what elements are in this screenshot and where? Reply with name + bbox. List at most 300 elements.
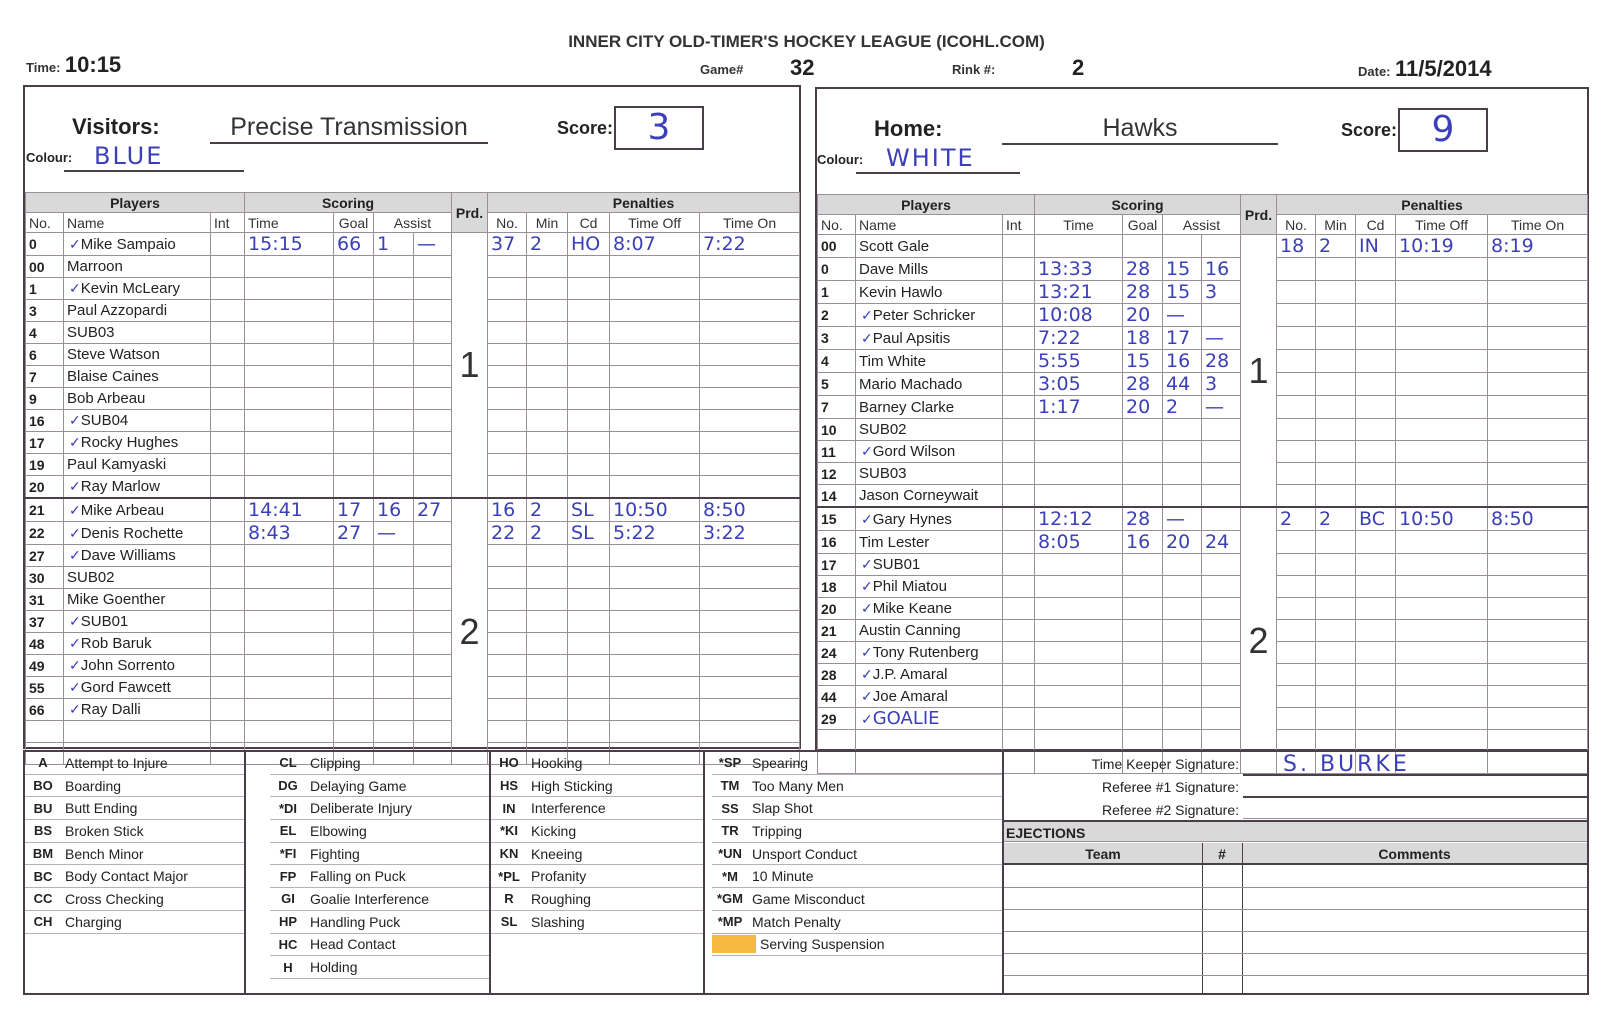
player-row xyxy=(818,485,1588,508)
penalty-minutes xyxy=(1316,730,1356,752)
player-int-cell xyxy=(1003,281,1035,304)
penalty-description: Bench Minor xyxy=(65,845,144,862)
assist-1: — xyxy=(374,522,414,545)
assist-2: 24 xyxy=(1202,531,1241,554)
goal-time xyxy=(1035,485,1123,508)
player-name-text: Mike Goenther xyxy=(67,591,166,608)
assist-1: 15 xyxy=(1163,258,1202,281)
goal-scorer xyxy=(1123,730,1163,752)
home-col-assist: Assist xyxy=(1163,215,1241,235)
player-row xyxy=(818,576,1588,598)
penalty-code xyxy=(568,388,610,410)
player-number xyxy=(818,730,856,752)
goal-time xyxy=(1035,730,1123,752)
assist-1 xyxy=(1163,554,1202,576)
player-name xyxy=(856,463,1003,485)
assist-1: — xyxy=(1163,304,1202,327)
legend-column-4 xyxy=(712,752,1002,956)
player-int-cell xyxy=(211,699,245,721)
penalty-description: Handling Puck xyxy=(310,913,401,930)
ejections-row-line xyxy=(1004,953,1587,954)
player-number: 29 xyxy=(818,708,856,730)
penalty-description: Broken Stick xyxy=(65,822,144,839)
player-row xyxy=(26,522,800,545)
col-int: Int xyxy=(211,213,245,233)
home-penalties-group-header: Penalties xyxy=(1277,195,1588,215)
penalty-minutes xyxy=(527,432,568,454)
penalty-code-abbrev: *FI xyxy=(279,846,297,862)
penalty-time-on xyxy=(1488,598,1588,620)
assist-2 xyxy=(414,545,452,567)
player-number: 4 xyxy=(26,322,64,344)
player-number: 28 xyxy=(818,664,856,686)
goal-scorer: 27 xyxy=(334,522,374,545)
assist-2 xyxy=(1202,576,1241,598)
goal-time: 3:05 xyxy=(1035,373,1123,396)
goal-time xyxy=(245,611,334,633)
goal-time xyxy=(245,677,334,699)
penalty-minutes xyxy=(1316,281,1356,304)
assist-1 xyxy=(374,699,414,721)
goal-scorer xyxy=(334,432,374,454)
player-row xyxy=(26,677,800,699)
player-name-text: Denis Rochette xyxy=(80,524,184,542)
assist-2: 16 xyxy=(1202,258,1241,281)
penalty-description: Delaying Game xyxy=(310,777,407,794)
game-value: 32 xyxy=(790,55,815,80)
player-row xyxy=(818,598,1588,620)
player-name xyxy=(64,633,211,655)
player-name-text: Gord Fawcett xyxy=(80,679,171,696)
penalty-time-on xyxy=(700,476,800,499)
player-name xyxy=(856,664,1003,686)
player-name-text: Steve Watson xyxy=(67,346,160,363)
assist-1 xyxy=(374,721,414,743)
assist-1: 1 xyxy=(374,233,414,256)
ejections-number-header: # xyxy=(1218,846,1226,862)
assist-2 xyxy=(1202,664,1241,686)
penalty-time-off xyxy=(610,432,700,454)
goal-time: 5:55 xyxy=(1035,350,1123,373)
assist-1 xyxy=(1163,576,1202,598)
assist-2 xyxy=(414,388,452,410)
goal-time xyxy=(245,476,334,499)
checkmark-icon: ✓ xyxy=(69,657,81,673)
penalty-time-on xyxy=(700,344,800,366)
penalty-description: Charging xyxy=(65,913,122,930)
player-name xyxy=(64,410,211,432)
goal-scorer xyxy=(334,300,374,322)
player-number: 55 xyxy=(26,677,64,699)
player-name xyxy=(856,730,1003,752)
goal-time xyxy=(245,655,334,677)
penalty-code-abbrev: SS xyxy=(721,800,739,816)
goal-time xyxy=(1035,686,1123,708)
player-row xyxy=(818,620,1588,642)
player-name xyxy=(64,454,211,476)
penalty-code-abbrev: *SP xyxy=(718,755,742,771)
player-name-text: Phil Miatou xyxy=(872,578,947,595)
penalty-player-no xyxy=(488,256,527,278)
scoring-group-header: Scoring xyxy=(245,193,452,213)
penalty-description: Clipping xyxy=(310,754,361,771)
assist-2 xyxy=(414,567,452,589)
period-cell: 1 xyxy=(1241,235,1277,508)
assist-1 xyxy=(374,655,414,677)
goal-scorer xyxy=(1123,686,1163,708)
checkmark-icon: ✓ xyxy=(69,635,81,651)
player-name-text: Ray Dalli xyxy=(80,701,141,718)
checkmark-icon: ✓ xyxy=(69,412,81,428)
penalty-player-no xyxy=(1277,708,1316,730)
player-int-cell xyxy=(211,545,245,567)
goal-time: 10:08 xyxy=(1035,304,1123,327)
legend-row xyxy=(712,820,1002,843)
legend-row xyxy=(270,911,489,934)
player-name xyxy=(64,344,211,366)
penalty-player-no xyxy=(488,388,527,410)
penalty-time-on xyxy=(1488,576,1588,598)
player-int-cell xyxy=(211,366,245,388)
penalty-time-on xyxy=(700,677,800,699)
player-name xyxy=(64,498,211,522)
penalty-minutes xyxy=(1316,686,1356,708)
date-label: Date: xyxy=(1358,64,1391,79)
penalty-code-abbrev: *UN xyxy=(718,846,742,862)
player-name-text: Gord Wilson xyxy=(872,443,956,460)
player-int-cell xyxy=(1003,485,1035,508)
ejections-title: EJECTIONS xyxy=(1004,820,1587,842)
goal-scorer xyxy=(334,454,374,476)
penalty-code xyxy=(568,476,610,499)
penalty-time-off xyxy=(610,677,700,699)
goal-time xyxy=(1035,235,1123,258)
player-number: 17 xyxy=(818,554,856,576)
home-score-label: Score: xyxy=(1341,120,1398,140)
penalty-player-no xyxy=(488,344,527,366)
goal-time xyxy=(245,410,334,432)
assist-2 xyxy=(1202,642,1241,664)
player-number: 44 xyxy=(818,686,856,708)
assist-2 xyxy=(414,454,452,476)
player-name-text: SUB02 xyxy=(859,421,907,438)
player-int-cell xyxy=(211,454,245,476)
legend-row xyxy=(491,775,703,798)
penalty-player-no xyxy=(488,567,527,589)
assist-2 xyxy=(1202,441,1241,463)
goal-time xyxy=(245,278,334,300)
penalty-code-abbrev: A xyxy=(38,755,48,771)
player-row xyxy=(26,699,800,721)
penalty-time-off xyxy=(1396,708,1488,730)
penalty-player-no xyxy=(1277,441,1316,463)
date-field xyxy=(1358,56,1492,82)
assist-1 xyxy=(374,545,414,567)
penalty-description: Butt Ending xyxy=(65,800,138,817)
player-int-cell xyxy=(1003,235,1035,258)
checkmark-icon: ✓ xyxy=(69,547,81,563)
player-name xyxy=(856,396,1003,419)
player-name-text: Tim Lester xyxy=(859,533,930,551)
player-row xyxy=(26,476,800,499)
penalty-minutes xyxy=(1316,327,1356,350)
assist-1 xyxy=(374,589,414,611)
player-number: 11 xyxy=(818,441,856,463)
player-number: 6 xyxy=(26,344,64,366)
player-number: 0 xyxy=(26,233,64,256)
goal-time xyxy=(245,322,334,344)
assist-1 xyxy=(374,256,414,278)
penalty-time-off xyxy=(610,256,700,278)
penalty-code xyxy=(1356,664,1396,686)
goal-scorer xyxy=(1123,463,1163,485)
player-name xyxy=(64,300,211,322)
player-row xyxy=(818,396,1588,419)
assist-2: 27 xyxy=(414,498,452,522)
goal-scorer: 16 xyxy=(1123,531,1163,554)
ejections-divider-2 xyxy=(1242,843,1243,994)
assist-1: 44 xyxy=(1163,373,1202,396)
player-name xyxy=(64,366,211,388)
penalty-code-abbrev: BU xyxy=(33,800,53,816)
assist-1 xyxy=(374,278,414,300)
player-number: 10 xyxy=(818,419,856,441)
legend-row xyxy=(25,775,244,798)
home-score-box: 9 xyxy=(1398,108,1488,152)
timekeeper-sig-line xyxy=(1243,752,1587,776)
penalty-description: Goalie Interference xyxy=(310,890,430,907)
penalty-minutes xyxy=(527,589,568,611)
player-int-cell xyxy=(211,300,245,322)
ejections-row-line xyxy=(1004,975,1587,976)
penalty-time-off xyxy=(1396,441,1488,463)
penalty-code-abbrev: CH xyxy=(33,914,53,930)
legend-row xyxy=(25,843,244,866)
ejections-header-row xyxy=(1004,843,1587,865)
assist-2 xyxy=(414,476,452,499)
player-row xyxy=(26,410,800,432)
legend-row xyxy=(270,888,489,911)
goal-scorer xyxy=(334,388,374,410)
penalty-player-no: 16 xyxy=(488,498,527,522)
legend-row xyxy=(712,797,1002,820)
goal-scorer xyxy=(1123,485,1163,508)
penalty-time-off xyxy=(1396,554,1488,576)
penalty-time-off xyxy=(1396,664,1488,686)
goal-time xyxy=(245,454,334,476)
checkmark-icon: ✓ xyxy=(69,235,81,252)
players-group-header: Players xyxy=(26,193,245,213)
legend-column-1 xyxy=(25,752,244,934)
player-row xyxy=(26,721,800,743)
player-name-text: SUB03 xyxy=(859,465,907,482)
goal-time: 13:33 xyxy=(1035,258,1123,281)
penalty-time-on xyxy=(1488,485,1588,508)
player-int-cell xyxy=(1003,708,1035,730)
assist-2: — xyxy=(1202,396,1241,419)
player-name-text: Dave Williams xyxy=(80,547,176,564)
player-row xyxy=(818,531,1588,554)
penalty-code xyxy=(1356,576,1396,598)
penalty-code-abbrev: DG xyxy=(278,778,298,794)
checkmark-icon: ✓ xyxy=(861,688,873,704)
player-row xyxy=(818,730,1588,752)
ref2-sig-line xyxy=(1243,818,1587,819)
penalty-code-abbrev: TR xyxy=(721,823,739,839)
ref1-sig-line xyxy=(1243,774,1587,798)
player-number: 14 xyxy=(818,485,856,508)
penalty-time-on xyxy=(700,432,800,454)
penalty-time-off xyxy=(610,366,700,388)
player-name xyxy=(856,485,1003,508)
player-int-cell xyxy=(211,567,245,589)
penalty-player-no xyxy=(488,322,527,344)
penalty-time-on xyxy=(700,611,800,633)
penalty-code-abbrev: GI xyxy=(281,891,295,907)
penalty-time-on xyxy=(1488,730,1588,752)
penalty-code xyxy=(1356,463,1396,485)
penalty-time-off: 10:50 xyxy=(610,498,700,522)
player-number: 18 xyxy=(818,576,856,598)
goal-scorer xyxy=(334,633,374,655)
penalty-time-off xyxy=(1396,373,1488,396)
penalty-time-on xyxy=(1488,463,1588,485)
penalty-code-abbrev: *KI xyxy=(499,823,519,839)
checkmark-icon: ✓ xyxy=(861,510,873,527)
penalty-time-off xyxy=(1396,463,1488,485)
player-name-text: John Sorrento xyxy=(80,657,175,674)
league-title: INNER CITY OLD-TIMER'S HOCKEY LEAGUE (ICOHL.COM) xyxy=(568,32,1045,51)
assist-2 xyxy=(1202,304,1241,327)
penalty-code xyxy=(1356,531,1396,554)
penalty-code xyxy=(568,432,610,454)
time-field xyxy=(26,52,121,78)
penalty-minutes xyxy=(527,322,568,344)
legend-row xyxy=(25,911,244,934)
penalty-time-off xyxy=(610,545,700,567)
player-row xyxy=(818,642,1588,664)
penalty-code-abbrev: BM xyxy=(32,846,54,862)
goal-time xyxy=(1035,664,1123,686)
penalty-minutes xyxy=(1316,350,1356,373)
player-number: 15 xyxy=(818,507,856,531)
ref2-sig-label: Referee #2 Signature: xyxy=(1102,802,1239,818)
assist-1 xyxy=(374,322,414,344)
assist-2 xyxy=(414,322,452,344)
penalty-minutes xyxy=(1316,531,1356,554)
penalty-player-no xyxy=(488,454,527,476)
assist-1 xyxy=(374,476,414,499)
assist-2 xyxy=(414,677,452,699)
player-number: 27 xyxy=(26,545,64,567)
period-header: Prd. xyxy=(452,193,488,233)
goal-time xyxy=(245,545,334,567)
penalty-description: Serving Suspension xyxy=(760,936,885,953)
penalty-player-no xyxy=(488,366,527,388)
time-label: Time: xyxy=(26,60,61,75)
penalty-time-on: 8:19 xyxy=(1488,235,1588,258)
penalty-minutes xyxy=(527,567,568,589)
assist-1 xyxy=(374,454,414,476)
penalty-player-no xyxy=(1277,281,1316,304)
player-number: 30 xyxy=(26,567,64,589)
penalty-time-off xyxy=(1396,730,1488,752)
goal-scorer: 18 xyxy=(1123,327,1163,350)
serving-suspension-swatch xyxy=(712,935,756,953)
penalty-player-no xyxy=(488,699,527,721)
assist-2: 3 xyxy=(1202,373,1241,396)
player-number: 7 xyxy=(818,396,856,419)
goal-scorer xyxy=(334,589,374,611)
goal-scorer xyxy=(334,677,374,699)
goal-time xyxy=(1035,620,1123,642)
penalty-minutes xyxy=(1316,598,1356,620)
penalty-player-no xyxy=(1277,576,1316,598)
player-name xyxy=(856,281,1003,304)
legend-row xyxy=(491,843,703,866)
assist-1 xyxy=(374,567,414,589)
player-name-text: Marroon xyxy=(67,258,123,275)
assist-1 xyxy=(374,366,414,388)
home-label: Home: xyxy=(874,116,943,141)
player-name-text: Austin Canning xyxy=(859,622,961,639)
player-name-text: SUB02 xyxy=(67,569,115,586)
date-value: 11/5/2014 xyxy=(1394,56,1492,81)
goal-scorer xyxy=(334,256,374,278)
penalty-code: IN xyxy=(1356,235,1396,258)
player-name xyxy=(64,721,211,743)
penalty-minutes xyxy=(1316,642,1356,664)
goal-time xyxy=(245,366,334,388)
goal-time xyxy=(245,432,334,454)
assist-1 xyxy=(1163,620,1202,642)
penalty-time-off xyxy=(610,655,700,677)
assist-1 xyxy=(374,300,414,322)
player-int-cell xyxy=(1003,531,1035,554)
player-int-cell xyxy=(1003,554,1035,576)
penalty-code-abbrev: HO xyxy=(499,755,519,771)
col-no: No. xyxy=(26,213,64,233)
legend-row xyxy=(270,797,489,820)
penalty-code xyxy=(568,545,610,567)
goal-time: 8:05 xyxy=(1035,531,1123,554)
rink-value: 2 xyxy=(1072,55,1085,80)
player-number: 00 xyxy=(26,256,64,278)
penalty-minutes xyxy=(527,388,568,410)
player-name xyxy=(64,388,211,410)
player-name xyxy=(64,522,211,545)
checkmark-icon: ✓ xyxy=(69,524,81,541)
penalty-minutes xyxy=(527,278,568,300)
player-row xyxy=(818,281,1588,304)
goal-time: 8:43 xyxy=(245,522,334,545)
penalty-code-abbrev: KN xyxy=(499,846,519,862)
penalty-code xyxy=(1356,620,1396,642)
penalty-description: Roughing xyxy=(531,890,591,907)
player-int-cell xyxy=(1003,350,1035,373)
goal-time xyxy=(1035,708,1123,730)
player-row xyxy=(818,664,1588,686)
penalty-code-abbrev: SL xyxy=(500,914,518,930)
penalty-code-abbrev: HS xyxy=(499,778,519,794)
player-number: 7 xyxy=(26,366,64,388)
assist-1 xyxy=(374,432,414,454)
goal-scorer: 28 xyxy=(1123,258,1163,281)
penalty-player-no xyxy=(1277,304,1316,327)
assist-1 xyxy=(1163,598,1202,620)
penalty-time-on xyxy=(700,256,800,278)
penalty-minutes xyxy=(1316,441,1356,463)
